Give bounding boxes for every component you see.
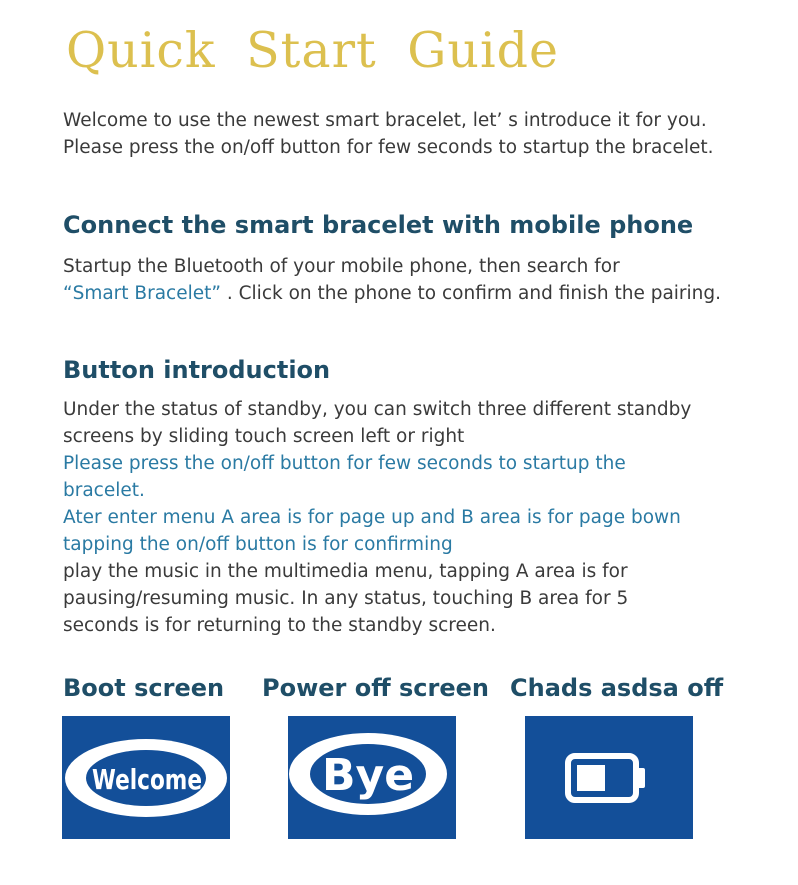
- buttons-line: Under the status of standby, you can switch three different standby: [63, 399, 692, 420]
- connect-line-rest: . Click on the phone to confirm and finish the pairing.: [226, 283, 722, 304]
- buttons-line: tapping the on/off button is for confirming: [63, 534, 453, 555]
- buttons-line: pausing/resuming music. In any status, touching B area for 5: [63, 588, 629, 609]
- bye-label: Bye: [321, 750, 415, 801]
- connect-heading: Connect the smart bracelet with mobile phone: [63, 211, 694, 239]
- intro-line: Please press the on/off button for few seconds to startup the bracelet.: [63, 137, 714, 158]
- welcome-label: Welcome: [92, 763, 202, 796]
- power-off-screen-image: [288, 716, 456, 839]
- third-screen-image: [525, 716, 693, 839]
- buttons-line: screens by sliding touch screen left or right: [63, 426, 465, 447]
- intro-line: Welcome to use the newest smart bracelet, let’ s introduce it for you.: [63, 110, 707, 131]
- buttons-paragraph: [63, 396, 691, 639]
- power-off-screen-caption: Power off screen: [262, 674, 489, 702]
- battery-icon: [525, 716, 693, 839]
- third-screen-caption: Chads asdsa off: [510, 674, 724, 702]
- page-title: Quick Start Guide: [66, 22, 560, 79]
- buttons-line: Ater enter menu A area is for page up and B area is for page bown: [63, 507, 681, 528]
- intro-paragraph: [63, 107, 714, 161]
- connect-paragraph: [63, 253, 721, 307]
- buttons-line: seconds is for returning to the standby screen.: [63, 615, 496, 636]
- buttons-line: play the music in the multimedia menu, tapping A area is for: [63, 561, 628, 582]
- boot-screen-caption: Boot screen: [63, 674, 225, 702]
- boot-screen-image: [62, 716, 230, 839]
- buttons-heading: Button introduction: [63, 356, 331, 384]
- buttons-line: bracelet.: [63, 480, 145, 501]
- device-name: “Smart Bracelet”: [63, 283, 227, 304]
- buttons-line: Please press the on/off button for few seconds to startup the: [63, 453, 626, 474]
- connect-line: [63, 280, 721, 307]
- connect-line: Startup the Bluetooth of your mobile phone, then search for: [63, 256, 620, 277]
